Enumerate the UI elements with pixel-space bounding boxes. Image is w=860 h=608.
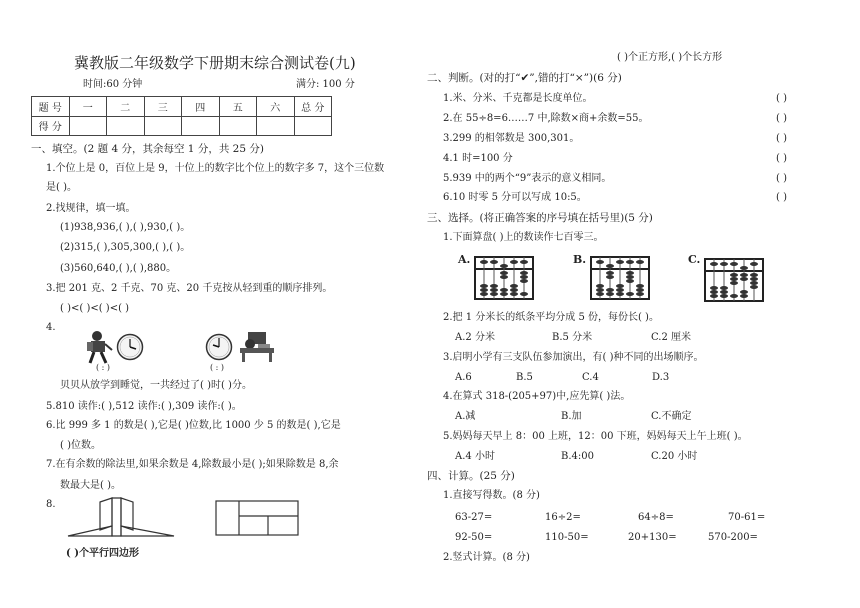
boy-at-desk-icon [238, 330, 276, 362]
choice-1: 1.下面算盘( )上的数读作七百零三。 [443, 232, 604, 243]
question-4-text: 贝贝从放学到睡觉，一共经过了( )时( )分。 [60, 380, 252, 391]
judge-item: 2.在 55÷8=6……7 中,除数×商+余数=55。 [443, 113, 649, 124]
question-2-3: (3)560,640,( ),( ),880。 [60, 263, 177, 274]
calc-item: 16÷2= [545, 512, 581, 523]
score-table-score-row [32, 116, 332, 136]
calc-item: 570-200= [708, 532, 758, 543]
choice-5-option: B.4:00 [561, 451, 594, 462]
calc-item: 63-27= [455, 512, 493, 523]
abacus-label-c: C. [688, 253, 701, 266]
abacus-label-a: A. [458, 253, 471, 266]
calc-item: 20+130= [628, 532, 677, 543]
choice-4-option: C.不确定 [651, 411, 692, 422]
score-input-cell[interactable] [294, 116, 332, 136]
calc-item: 92-50= [455, 532, 493, 543]
question-2-1: (1)938,936,( ),( ),930,( )。 [60, 222, 191, 233]
choice-3-option: B.5 [516, 372, 533, 383]
boy-walking-icon [84, 330, 116, 364]
section-1-heading: 一、填空。(2 题 4 分，其余每空 1 分，共 25 分) [31, 143, 264, 155]
choice-3-option: C.4 [582, 372, 599, 383]
choice-5: 5.妈妈每天早上 8：00 上班，12：00 下班，妈妈每天上午上班( )。 [443, 431, 748, 442]
choice-5-option: C.20 小时 [651, 451, 698, 462]
score-input-cell[interactable] [182, 116, 220, 136]
question-6-line-2: ( )位数。 [60, 440, 101, 451]
question-1-line-1: 1.个位上是 0，百位上是 9，十位上的数字比个位上的数字多 7，这个三位数 [46, 163, 385, 174]
question-1-line-2: 是( )。 [46, 182, 77, 193]
score-input-cell[interactable] [107, 116, 145, 136]
choice-4-option: A.减 [455, 411, 476, 422]
score-table-cell: 三 [144, 97, 182, 117]
judge-answer-blank[interactable]: ( ) [776, 133, 787, 144]
clock-time-blank: ( : ) [96, 363, 111, 372]
judge-item: 5.939 中的两个“9”表示的意义相同。 [443, 173, 612, 184]
judge-answer-blank[interactable]: ( ) [776, 153, 787, 164]
question-5: 5.810 读作:( ),512 读作:( ),309 读作:( )。 [46, 401, 242, 412]
score-table-cell: 题 号 [32, 97, 70, 117]
judge-item: 6.10 时零 5 分可以写成 10:5。 [443, 192, 587, 203]
abacus-b-icon [590, 256, 650, 300]
score-table-cell: 六 [257, 97, 295, 117]
question-7-line-1: 7.在有余数的除法里,如果余数是 4,除数最小是( );如果除数是 8,余 [46, 459, 339, 470]
parallelogram-figure [66, 498, 176, 538]
choice-3-option: D.3 [652, 372, 670, 383]
judge-answer-blank[interactable]: ( ) [776, 173, 787, 184]
judge-answer-blank[interactable]: ( ) [776, 93, 787, 104]
score-input-cell[interactable] [257, 116, 295, 136]
page-title: 冀教版二年级数学下册期末综合测试卷(九) [74, 54, 356, 72]
choice-2: 2.把 1 分米长的纸条平均分成 5 份，每份长( )。 [443, 312, 659, 323]
question-8-number: 8. [46, 499, 56, 510]
score-table-cell: 四 [182, 97, 220, 117]
abacus-label-b: B. [573, 253, 587, 266]
calc-item: 110-50= [545, 532, 589, 543]
choice-2-option: C.2 厘米 [651, 332, 692, 343]
judge-item: 3.299 的相邻数是 300,301。 [443, 133, 580, 144]
choice-5-option: A.4 小时 [455, 451, 495, 462]
choice-2-option: A.2 分米 [455, 332, 495, 343]
score-table [31, 96, 332, 136]
calc-part-1: 1.直接写得数。(8 分) [443, 490, 540, 501]
judge-item: 1.米、分米、千克都是长度单位。 [443, 93, 593, 104]
full-score: 满分: 100 分 [296, 79, 355, 90]
score-input-cell[interactable] [144, 116, 182, 136]
section-3-heading: 三、选择。(将正确答案的序号填在括号里)(5 分) [427, 212, 653, 224]
calc-item: 70-61= [728, 512, 766, 523]
question-3-blanks: ( )<( )<( )<( ) [60, 303, 130, 314]
question-7-line-2: 数最大是( )。 [60, 480, 121, 491]
judge-item: 4.1 时=100 分 [443, 153, 513, 164]
question-6-line-1: 6.比 999 多 1 的数是( ),它是( )位数,比 1000 少 5 的数是( ),它是 [46, 420, 341, 431]
question-3: 3.把 201 克、2 千克、70 克、20 千克按从轻到重的顺序排列。 [46, 283, 333, 294]
score-table-cell: 二 [107, 97, 145, 117]
abacus-a-icon [474, 256, 534, 300]
score-table-cell: 总 分 [294, 97, 332, 117]
clock-icon [116, 333, 144, 361]
score-input-cell[interactable] [69, 116, 107, 136]
score-table-cell: 得 分 [32, 116, 70, 136]
question-2-2: (2)315,( ),305,300,( ),( )。 [60, 242, 191, 253]
choice-4: 4.在算式 318-(205+97)中,应先算( )法。 [443, 391, 631, 402]
score-table-header-row [32, 97, 332, 117]
calc-part-2: 2.竖式计算。(8 分) [443, 552, 530, 563]
score-input-cell[interactable] [219, 116, 257, 136]
clock-time-blank: ( : ) [210, 363, 225, 372]
score-table-cell: 五 [219, 97, 257, 117]
choice-4-option: B.加 [561, 411, 582, 422]
section-4-heading: 四、计算。(25 分) [427, 470, 515, 482]
question-4-number: 4. [46, 322, 56, 333]
choice-3: 3.启明小学有三支队伍参加演出，有( )种不同的出场顺序。 [443, 352, 704, 363]
question-8-continued: ( )个正方形,( )个长方形 [617, 52, 723, 63]
abacus-c-icon [704, 258, 764, 302]
section-2-heading: 二、判断。(对的打“✔”,错的打“×”)(6 分) [427, 72, 622, 84]
rectangle-figure [215, 500, 299, 536]
judge-answer-blank[interactable]: ( ) [776, 192, 787, 203]
choice-2-option: B.5 分米 [552, 332, 593, 343]
calc-item: 64÷8= [638, 512, 674, 523]
clock-icon [205, 333, 233, 361]
question-2: 2.找规律，填一填。 [46, 203, 136, 214]
question-8-caption: ( )个平行四边形 [66, 548, 139, 559]
exam-time: 时间:60 分钟 [83, 79, 143, 90]
judge-answer-blank[interactable]: ( ) [776, 113, 787, 124]
score-table-cell: 一 [69, 97, 107, 117]
choice-3-option: A.6 [455, 372, 472, 383]
